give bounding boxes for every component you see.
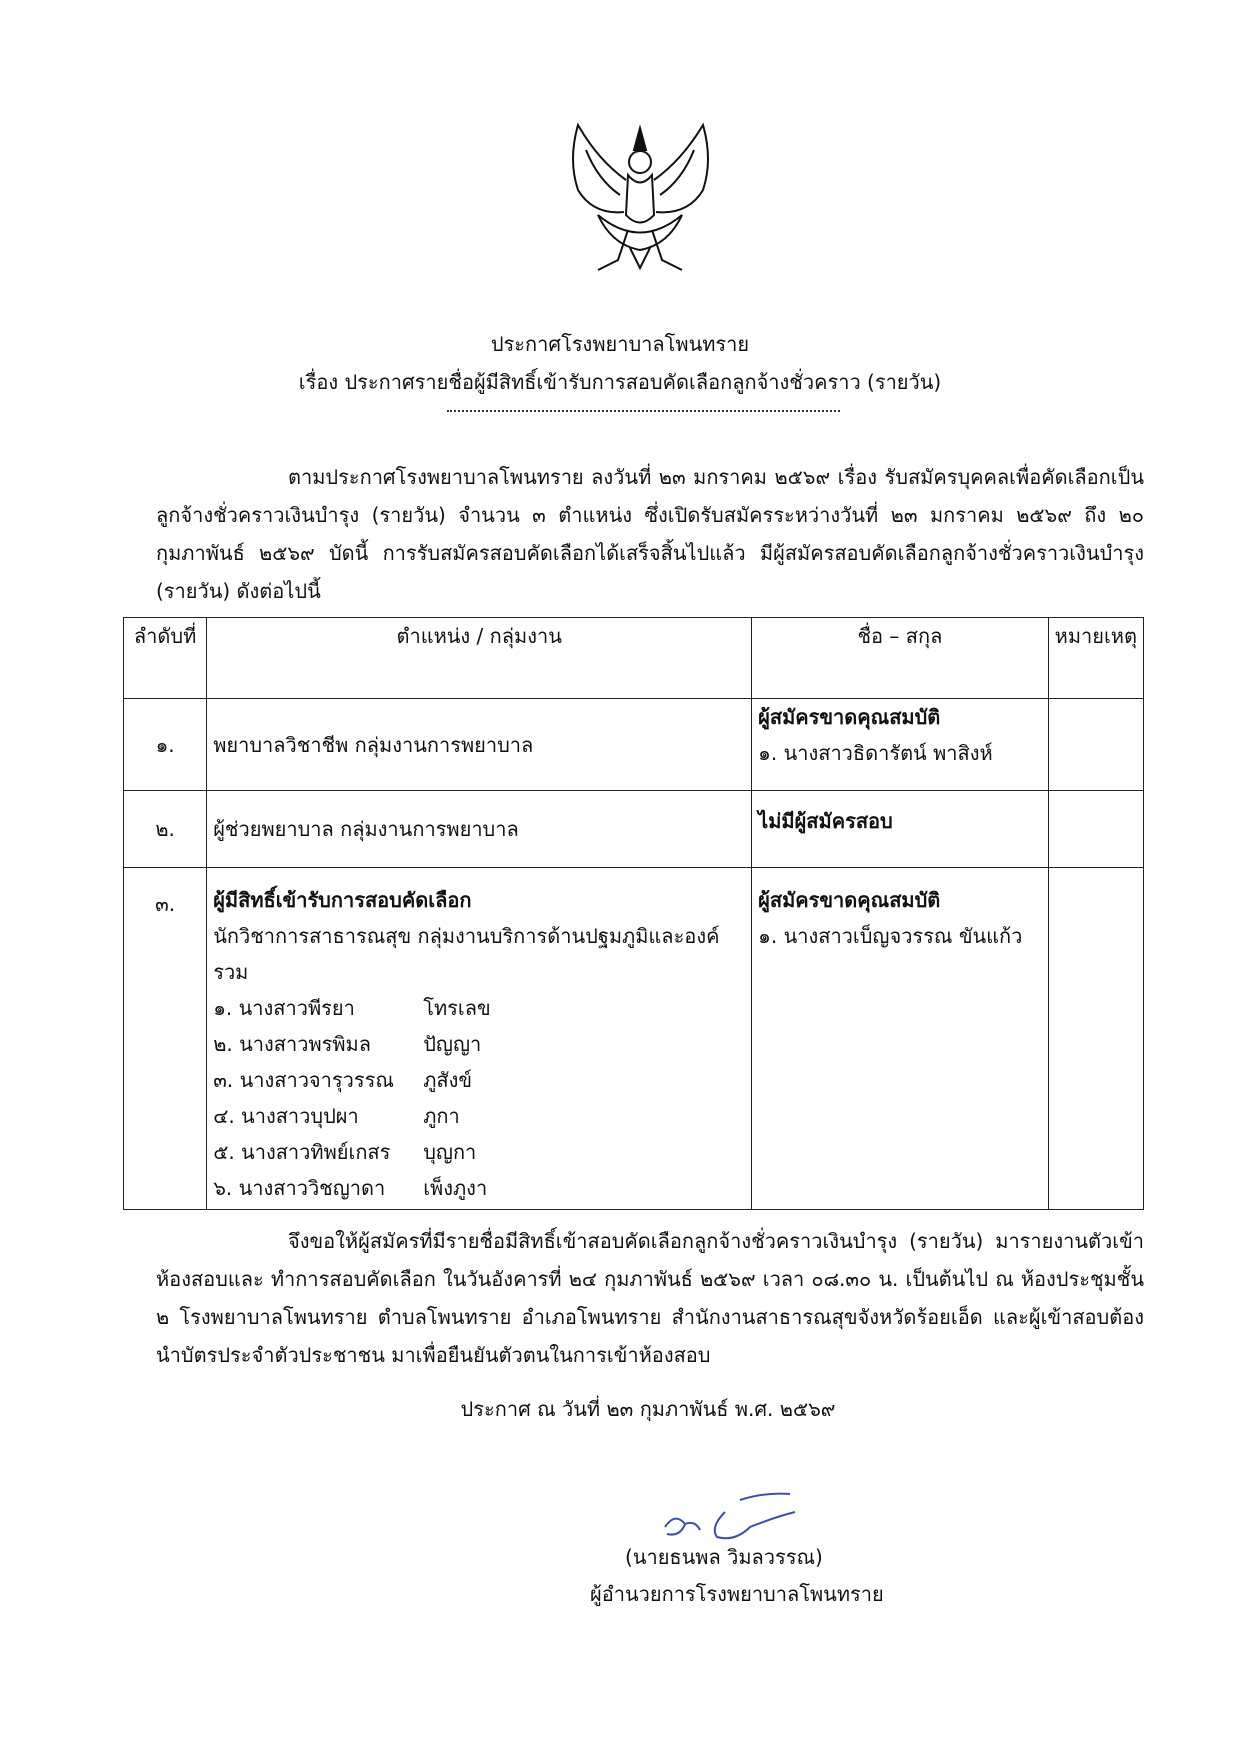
garuda-emblem-icon — [558, 120, 723, 278]
intro-text: ตามประกาศโรงพยาบาลโพนทราย ลงวันที่ ๒๓ มกราคม ๒๕๖๙ เรื่อง รับสมัครบุคคลเพื่อคัดเลือกเป็นลูกจ้างชั่วคราวเงินบำรุง (รายวัน) จำนวน ๓ ตำแหน่ง ซึ่งเปิดรับสมัครระหว่างวันที่ ๒๓ มกราคม ๒๕๖๙ ถึง ๒๐ กุมภาพันธ์ ๒๕๖๙ บัดนี้ การรับสมัครสอบคัดเลือกได้เสร็จสิ้นไปแล้ว มีผู้สมัครสอบคัดเลือกลูกจ้างชั่วคราวเงินบำรุง (รายวัน) ดังต่อไปนี้ — [156, 465, 1144, 603]
signer-title: ผู้อำนวยการโรงพยาบาลโพนทราย — [590, 1582, 884, 1606]
announcement-date: ประกาศ ณ วันที่ ๒๓ กุมภาพันธ์ พ.ศ. ๒๕๖๙ — [460, 1397, 836, 1421]
row-no: ๑. — [124, 699, 207, 791]
applicants-table — [123, 617, 1144, 1210]
row-position — [207, 868, 752, 1210]
row-no: ๒. — [124, 791, 207, 868]
candidate-last-name: บุญกา — [423, 1140, 477, 1164]
candidate-last-name: ปัญญา — [423, 1032, 482, 1056]
eligible-candidate — [213, 1026, 745, 1062]
row-position: พยาบาลวิชาชีพ กลุ่มงานการพยาบาล — [207, 699, 752, 791]
dotted-divider — [447, 410, 840, 412]
row-remark — [1048, 868, 1143, 1210]
row-names — [752, 791, 1049, 868]
table-row — [124, 791, 1144, 868]
candidate-last-name: โทรเลข — [423, 996, 491, 1020]
eligible-list — [213, 990, 745, 1206]
header-remark: หมายเหตุ — [1048, 618, 1143, 699]
candidate-last-name: ภูสังข์ — [423, 1068, 473, 1092]
closing-text: จึงขอให้ผู้สมัครที่มีรายชื่อมีสิทธิ์เข้าสอบคัดเลือกลูกจ้างชั่วคราวเงินบำรุง (รายวัน) มารายงานตัวเข้าห้องสอบและ ทำการสอบคัดเลือก ในวันอังคารที่ ๒๔ กุมภาพันธ์ ๒๕๖๙ เวลา ๐๘.๓๐ น. เป็นต้นไป ณ ห้องประชุมชั้น ๒ โรงพยาบาลโพนทราย ตำบลโพนทราย อำเภอโพนทราย สำนักงานสาธารณสุขจังหวัดร้อยเอ็ด และผู้เข้าสอบต้องนำบัตรประจำตัวประชาชน มาเพื่อยืนยันตัวตนในการเข้าห้องสอบ — [156, 1229, 1144, 1367]
name-heading: ผู้สมัครขาดคุณสมบัติ — [758, 705, 941, 729]
row-no: ๓. — [124, 868, 207, 1210]
eligible-candidate — [213, 1062, 745, 1098]
row-position: ผู้ช่วยพยาบาล กลุ่มงานการพยาบาล — [207, 791, 752, 868]
applicant-name: ๑. นางสาวธิดารัตน์ พาสิงห์ — [758, 741, 993, 765]
eligible-candidate — [213, 990, 745, 1026]
candidate-first-name: ๔. นางสาวบุปผา — [213, 1104, 359, 1128]
name-heading: ไม่มีผู้สมัครสอบ — [758, 809, 893, 833]
eligible-candidate — [213, 1170, 745, 1206]
name-heading: ผู้สมัครขาดคุณสมบัติ — [758, 888, 941, 912]
row-names — [752, 699, 1049, 791]
candidate-first-name: ๓. นางสาวจารุวรรณ — [213, 1068, 394, 1092]
intro-paragraph — [156, 458, 1144, 610]
header-no: ลำดับที่ — [124, 618, 207, 699]
candidate-first-name: ๖. นางสาววิชญาดา — [213, 1176, 386, 1200]
table-row — [124, 699, 1144, 791]
header-position: ตำแหน่ง / กลุ่มงาน — [207, 618, 752, 699]
closing-paragraph — [156, 1222, 1144, 1374]
eligible-heading: ผู้มีสิทธิ์เข้ารับการสอบคัดเลือก — [213, 888, 472, 912]
header-name: ชื่อ – สกุล — [752, 618, 1049, 699]
candidate-last-name: ภูกา — [423, 1104, 460, 1128]
candidate-first-name: ๒. นางสาวพรพิมล — [213, 1032, 371, 1056]
candidate-first-name: ๑. นางสาวพีรยา — [213, 996, 355, 1020]
document-subject: เรื่อง ประกาศรายชื่อผู้มีสิทธิ์เข้ารับการสอบคัดเลือกลูกจ้างชั่วคราว (รายวัน) — [298, 370, 942, 394]
signer-name: (นายธนพล วิมลวรรณ) — [625, 1545, 823, 1569]
document-title: ประกาศโรงพยาบาลโพนทราย — [490, 332, 750, 356]
table-header-row — [124, 618, 1144, 699]
eligible-candidate — [213, 1134, 745, 1170]
candidate-first-name: ๕. นางสาวทิพย์เกสร — [213, 1140, 391, 1164]
eligible-candidate — [213, 1098, 745, 1134]
row-remark — [1048, 699, 1143, 791]
candidate-last-name: เพ็งภูงา — [423, 1176, 488, 1200]
row-names — [752, 868, 1049, 1210]
row-remark — [1048, 791, 1143, 868]
table-row — [124, 868, 1144, 1210]
applicant-name: ๑. นางสาวเบ็ญจวรรณ ขันแก้ว — [758, 924, 1023, 948]
position-text: นักวิชาการสาธารณสุข กลุ่มงานบริการด้านปฐมภูมิและองค์รวม — [213, 924, 720, 984]
